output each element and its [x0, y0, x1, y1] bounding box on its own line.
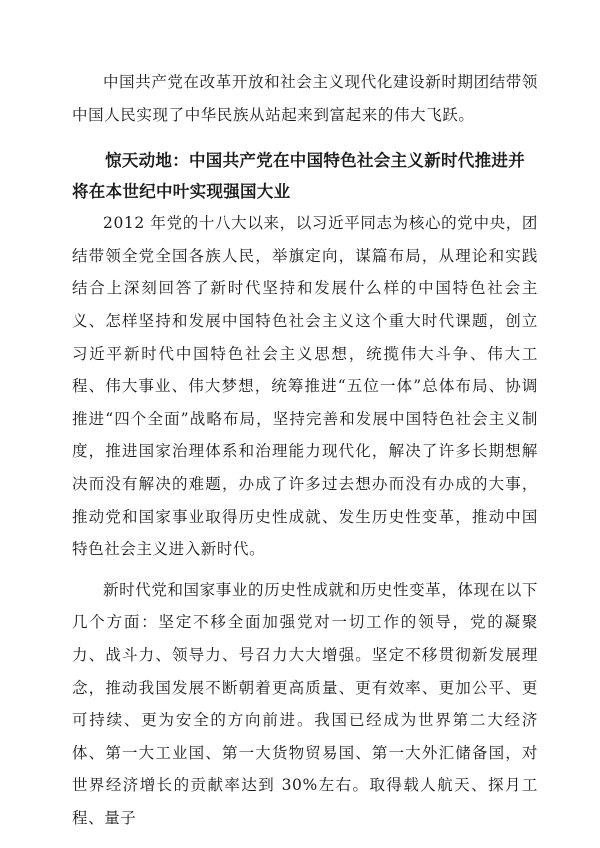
intro-paragraph: 中国共产党在改革开放和社会主义现代化建设新时期团结带领中国人民实现了中华民族从站起来到富起来的伟大飞跃。: [72, 73, 538, 124]
body-paragraph-achievements: 2012 年党的十八大以来，以习近平同志为核心的党中央，团结带领全党全国各族人民，举旗定向，谋篇布局，从理论和实践结合上深刻回答了新时代坚持和发展什么样的中国特色社会主义、怎样坚持和发展中国特色社会主义这个重大时代课题，创立习近平新时代中国特色社会主义思想，统揽伟大斗争、伟大工程、伟大事业、伟大梦想，统筹推进“五位一体”总体布局、协调推进“四个全面”战略布局，坚持完善和发展中国特色社会主义制度，推进国家治理体系和治理能力现代化，解决了许多长期想解决而没有解决的难题，办成了许多过去想办而没有办成的大事，推动党和国家事业取得历史性成就、发生历史性变革，推动中国特色社会主义进入新时代。: [72, 214, 538, 559]
body-paragraph-new-era: 新时代党和国家事业的历史性成就和历史性变革，体现在以下几个方面：坚定不移全面加强党对一切工作的领导，党的凝聚力、战斗力、领导力、号召力大大增强。坚定不移贯彻新发展理念，推动我国发展不断朝着更高质量、更有效率、更加公平、更可持续、更为安全的方向前进。我国已经成为世界第二大经济体、第一大工业国、第一大货物贸易国、第一大外汇储备国，对世界经济增长的贡献率达到 30%左右。取得载人航天、探月工程、量子: [72, 580, 538, 827]
document-page: [72, 66, 538, 834]
section-heading: 惊天动地：中国共产党在中国特色社会主义新时代推进并将在本世纪中叶实现强国大业: [72, 151, 525, 202]
